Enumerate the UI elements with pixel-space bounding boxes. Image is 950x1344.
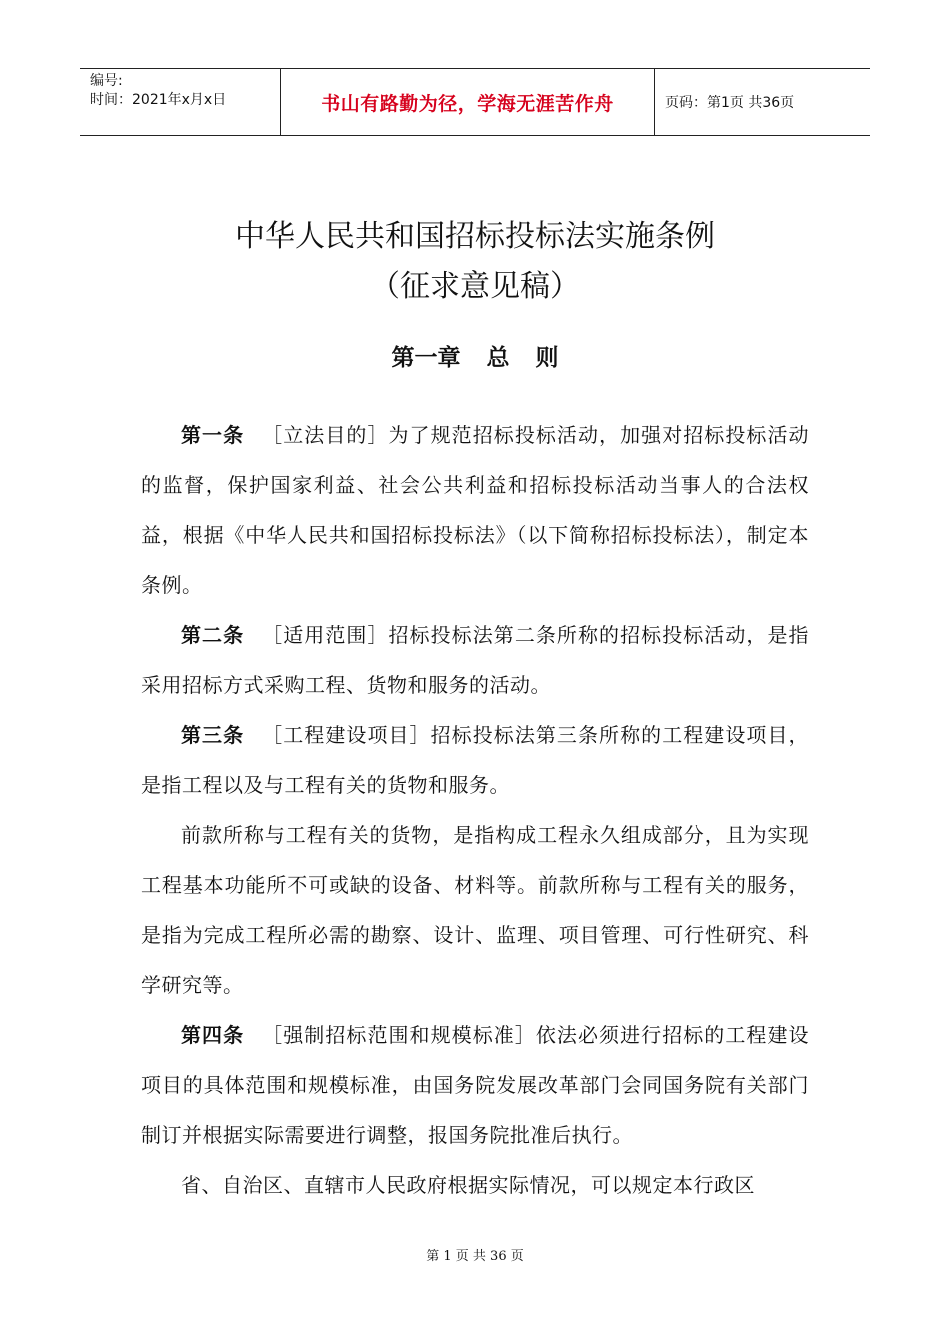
paragraph-article-2: [141, 610, 809, 710]
chapter-title-char-2: 则: [535, 345, 559, 371]
chapter-title-char-1: 总: [486, 345, 510, 371]
chapter-heading: [0, 336, 950, 380]
header-motto: 书山有路勤为径，学海无涯苦作舟: [281, 69, 655, 135]
paragraph-article-4-clause-2: [141, 1160, 809, 1210]
paragraph-text: ［强制招标范围和规模标准］依法必须进行招标的工程建设项目的具体范围和规模标准，由国务院发展改革部门会同国务院有关部门制订并根据实际需要进行调整，报国务院批准后执行。: [141, 1023, 810, 1147]
article-number: 第四条: [181, 1023, 245, 1047]
header-page-info: 页码：第1页 共36页: [665, 95, 795, 111]
paragraph-text: ［适用范围］招标投标法第二条所称的招标投标活动，是指采用招标方式采购工程、货物和服务的活动。: [141, 623, 810, 697]
page-footer: 第 1 页 共 36 页: [426, 1249, 524, 1264]
document-body: [141, 410, 809, 1210]
chapter-number: 第一章: [391, 345, 461, 371]
document-subtitle: （征求意见稿）: [370, 269, 580, 304]
paragraph-article-3: [141, 710, 809, 810]
header-meta: [80, 69, 281, 135]
paragraph-article-3-clause-2: [141, 810, 809, 1010]
paragraph-text: 省、自治区、直辖市人民政府根据实际情况，可以规定本行政区: [181, 1173, 755, 1197]
document-title: 中华人民共和国招标投标法实施条例: [235, 219, 715, 254]
article-number: 第三条: [181, 723, 245, 747]
article-number: 第二条: [181, 623, 245, 647]
header-date: 时间：2021年x月x日: [90, 92, 227, 108]
header-number-label: 编号:: [90, 73, 123, 89]
paragraph-text: ［立法目的］为了规范招标投标活动，加强对招标投标活动的监督，保护国家利益、社会公共利益和招标投标活动当事人的合法权益，根据《中华人民共和国招标投标法》（以下简称招标投标法），制定本条例。: [141, 423, 810, 597]
document-header: [80, 68, 870, 136]
paragraph-text: 前款所称与工程有关的货物，是指构成工程永久组成部分，且为实现工程基本功能所不可或缺的设备、材料等。前款所称与工程有关的服务，是指为完成工程所必需的勘察、设计、监理、项目管理、可行性研究、科学研究等。: [141, 823, 809, 997]
paragraph-text: ［工程建设项目］招标投标法第三条所称的工程建设项目，是指工程以及与工程有关的货物和服务。: [141, 723, 810, 797]
article-number: 第一条: [181, 423, 245, 447]
paragraph-article-4: [141, 1010, 809, 1160]
paragraph-article-1: [141, 410, 809, 610]
